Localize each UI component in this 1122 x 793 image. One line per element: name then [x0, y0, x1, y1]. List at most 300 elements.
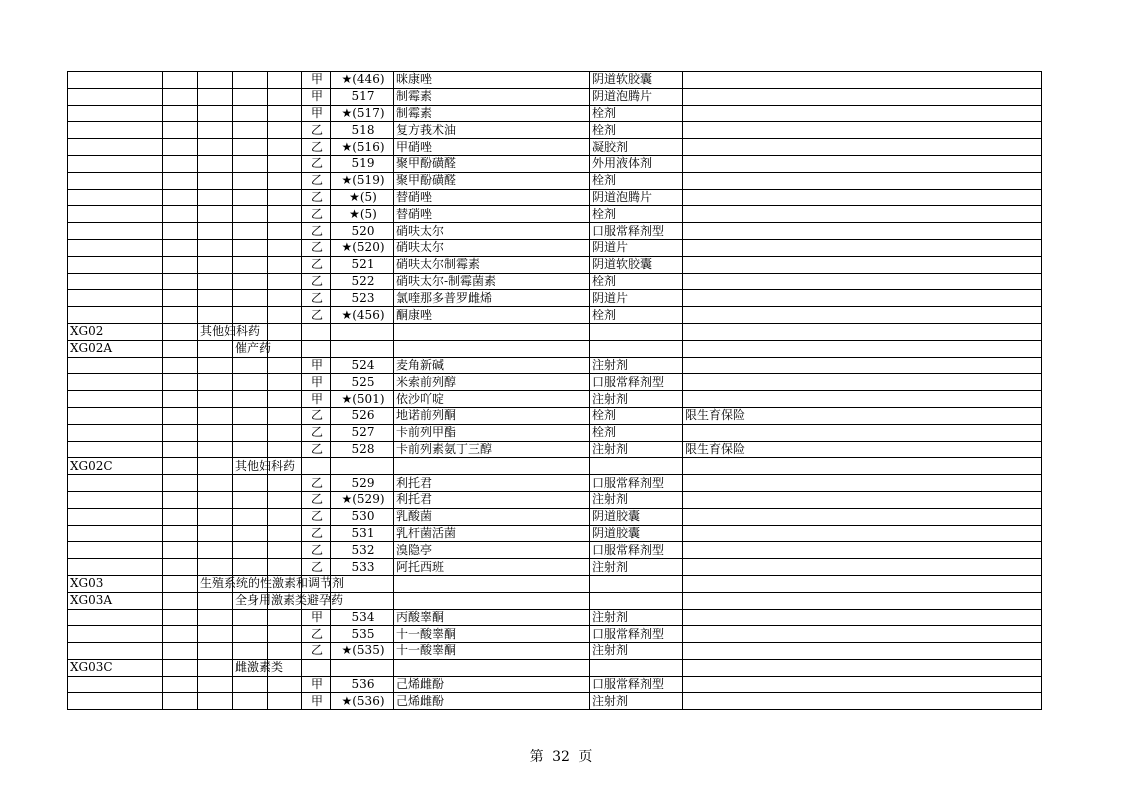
drug-name-cell: 卡前列甲酯: [394, 424, 590, 441]
empty-cell: [198, 374, 233, 391]
remark-cell: [683, 508, 1042, 525]
drug-number-cell: ★(456): [331, 307, 394, 324]
remark-cell: 限生育保险: [683, 441, 1042, 458]
empty-cell: [163, 676, 198, 693]
drug-name-cell: 硝呋太尔制霉素: [394, 256, 590, 273]
dosage-form-cell: 口服常释剂型: [590, 374, 683, 391]
dosage-form-cell: 栓剂: [590, 172, 683, 189]
dosage-form-cell: 阴道泡腾片: [590, 88, 683, 105]
empty-cell: [302, 323, 331, 340]
drug-number-cell: 520: [331, 223, 394, 240]
empty-cell: [268, 424, 302, 441]
drug-row: [68, 559, 1042, 576]
empty-cell: [233, 307, 268, 324]
drug-name-cell: 阿托西班: [394, 559, 590, 576]
drug-number-cell: ★(446): [331, 72, 394, 89]
empty-cell: [163, 256, 198, 273]
drug-name-cell: 聚甲酚磺醛: [394, 172, 590, 189]
empty-cell: [233, 609, 268, 626]
drug-category-cell: 乙: [302, 424, 331, 441]
drug-number-cell: 527: [331, 424, 394, 441]
drug-number-cell: 535: [331, 626, 394, 643]
remark-cell: [683, 643, 1042, 660]
remark-cell: [683, 72, 1042, 89]
drug-category-cell: 乙: [302, 189, 331, 206]
empty-cell: [68, 626, 163, 643]
remark-cell: [683, 172, 1042, 189]
drug-category-cell: 乙: [302, 139, 331, 156]
empty-cell: [68, 475, 163, 492]
drug-number-cell: 518: [331, 122, 394, 139]
empty-cell: [198, 508, 233, 525]
drug-row: [68, 475, 1042, 492]
dosage-form-cell: 栓剂: [590, 424, 683, 441]
drug-row: [68, 643, 1042, 660]
drug-number-cell: 531: [331, 525, 394, 542]
dosage-form-cell: 注射剂: [590, 391, 683, 408]
empty-cell: [163, 239, 198, 256]
dosage-form-cell: 栓剂: [590, 307, 683, 324]
empty-cell: [233, 357, 268, 374]
remark-cell: 限生育保险: [683, 407, 1042, 424]
empty-cell: [198, 155, 233, 172]
drug-row: [68, 172, 1042, 189]
drug-category-cell: 甲: [302, 374, 331, 391]
drug-category-cell: 乙: [302, 290, 331, 307]
dosage-form-cell: 凝胶剂: [590, 139, 683, 156]
page-suffix: 页: [578, 749, 593, 765]
empty-cell: [268, 559, 302, 576]
empty-cell: [68, 391, 163, 408]
empty-cell: [233, 172, 268, 189]
empty-cell: [163, 340, 198, 357]
category-code-cell: XG03A: [68, 592, 163, 609]
drug-category-cell: 乙: [302, 525, 331, 542]
category-row: [68, 340, 1042, 357]
empty-cell: [683, 659, 1042, 676]
drug-name-cell: 硝呋太尔: [394, 223, 590, 240]
empty-cell: [268, 223, 302, 240]
drug-name-cell: 十一酸睾酮: [394, 643, 590, 660]
drug-number-cell: ★(516): [331, 139, 394, 156]
page-number: 32: [552, 749, 570, 765]
empty-cell: [683, 458, 1042, 475]
drug-row: [68, 626, 1042, 643]
drug-number-cell: 528: [331, 441, 394, 458]
dosage-form-cell: 阴道片: [590, 290, 683, 307]
drug-number-cell: 532: [331, 542, 394, 559]
dosage-form-cell: 口服常释剂型: [590, 676, 683, 693]
empty-cell: [233, 508, 268, 525]
dosage-form-cell: 栓剂: [590, 122, 683, 139]
drug-category-cell: 乙: [302, 223, 331, 240]
empty-cell: [163, 72, 198, 89]
empty-cell: [233, 189, 268, 206]
dosage-form-cell: 口服常释剂型: [590, 542, 683, 559]
drug-number-cell: 536: [331, 676, 394, 693]
remark-cell: [683, 475, 1042, 492]
drug-number-cell: 524: [331, 357, 394, 374]
empty-cell: [68, 424, 163, 441]
category-label-cell: 其他妇科药: [233, 458, 268, 475]
remark-cell: [683, 391, 1042, 408]
empty-cell: [233, 88, 268, 105]
drug-category-cell: 乙: [302, 643, 331, 660]
empty-cell: [233, 391, 268, 408]
category-row: [68, 659, 1042, 676]
empty-cell: [68, 122, 163, 139]
dosage-form-cell: 栓剂: [590, 206, 683, 223]
empty-cell: [233, 693, 268, 710]
drug-number-cell: ★(529): [331, 491, 394, 508]
empty-cell: [268, 139, 302, 156]
drug-name-cell: 溴隐亭: [394, 542, 590, 559]
drug-category-cell: 乙: [302, 626, 331, 643]
drug-row: [68, 139, 1042, 156]
empty-cell: [68, 525, 163, 542]
empty-cell: [163, 441, 198, 458]
remark-cell: [683, 609, 1042, 626]
drug-row: [68, 290, 1042, 307]
dosage-form-cell: 口服常释剂型: [590, 626, 683, 643]
empty-cell: [68, 172, 163, 189]
empty-cell: [163, 542, 198, 559]
drug-number-cell: 529: [331, 475, 394, 492]
remark-cell: [683, 256, 1042, 273]
dosage-form-cell: 口服常释剂型: [590, 475, 683, 492]
empty-cell: [198, 491, 233, 508]
empty-cell: [163, 122, 198, 139]
empty-cell: [163, 609, 198, 626]
empty-cell: [233, 491, 268, 508]
drug-list-table: [67, 71, 1042, 710]
drug-category-cell: 甲: [302, 88, 331, 105]
empty-cell: [68, 223, 163, 240]
drug-category-cell: 甲: [302, 391, 331, 408]
empty-cell: [198, 559, 233, 576]
drug-category-cell: 甲: [302, 676, 331, 693]
dosage-form-cell: 阴道片: [590, 239, 683, 256]
empty-cell: [590, 340, 683, 357]
empty-cell: [68, 239, 163, 256]
empty-cell: [268, 407, 302, 424]
empty-cell: [233, 239, 268, 256]
dosage-form-cell: 注射剂: [590, 559, 683, 576]
empty-cell: [268, 323, 302, 340]
empty-cell: [268, 273, 302, 290]
drug-category-cell: 乙: [302, 542, 331, 559]
empty-cell: [163, 592, 198, 609]
empty-cell: [198, 139, 233, 156]
empty-cell: [233, 525, 268, 542]
empty-cell: [198, 676, 233, 693]
drug-list-body: [68, 72, 1042, 710]
drug-number-cell: 519: [331, 155, 394, 172]
remark-cell: [683, 693, 1042, 710]
drug-number-cell: 523: [331, 290, 394, 307]
dosage-form-cell: 口服常释剂型: [590, 223, 683, 240]
empty-cell: [68, 189, 163, 206]
drug-name-cell: 硝呋太尔: [394, 239, 590, 256]
empty-cell: [163, 172, 198, 189]
empty-cell: [198, 659, 233, 676]
empty-cell: [233, 643, 268, 660]
empty-cell: [233, 542, 268, 559]
empty-cell: [198, 273, 233, 290]
dosage-form-cell: 注射剂: [590, 693, 683, 710]
drug-row: [68, 256, 1042, 273]
empty-cell: [268, 290, 302, 307]
empty-cell: [163, 575, 198, 592]
empty-cell: [268, 172, 302, 189]
empty-cell: [163, 357, 198, 374]
remark-cell: [683, 206, 1042, 223]
empty-cell: [331, 458, 394, 475]
drug-row: [68, 105, 1042, 122]
drug-number-cell: ★(536): [331, 693, 394, 710]
empty-cell: [590, 323, 683, 340]
drug-number-cell: ★(519): [331, 172, 394, 189]
dosage-form-cell: 阴道软胶囊: [590, 256, 683, 273]
category-code-cell: XG03C: [68, 659, 163, 676]
drug-name-cell: 丙酸睾酮: [394, 609, 590, 626]
drug-number-cell: 530: [331, 508, 394, 525]
empty-cell: [163, 407, 198, 424]
dosage-form-cell: 栓剂: [590, 407, 683, 424]
drug-name-cell: 咪康唑: [394, 72, 590, 89]
empty-cell: [233, 139, 268, 156]
remark-cell: [683, 307, 1042, 324]
empty-cell: [268, 609, 302, 626]
empty-cell: [68, 72, 163, 89]
empty-cell: [163, 659, 198, 676]
empty-cell: [68, 643, 163, 660]
empty-cell: [268, 239, 302, 256]
dosage-form-cell: 阴道胶囊: [590, 508, 683, 525]
empty-cell: [198, 307, 233, 324]
empty-cell: [198, 475, 233, 492]
empty-cell: [198, 407, 233, 424]
empty-cell: [163, 458, 198, 475]
empty-cell: [394, 592, 590, 609]
drug-category-cell: 甲: [302, 609, 331, 626]
dosage-form-cell: 注射剂: [590, 357, 683, 374]
empty-cell: [198, 525, 233, 542]
empty-cell: [268, 643, 302, 660]
drug-category-cell: 乙: [302, 256, 331, 273]
drug-category-cell: 乙: [302, 122, 331, 139]
drug-name-cell: 麦角新碱: [394, 357, 590, 374]
dosage-form-cell: 外用液体剂: [590, 155, 683, 172]
empty-cell: [233, 223, 268, 240]
drug-name-cell: 乳酸菌: [394, 508, 590, 525]
drug-number-cell: ★(501): [331, 391, 394, 408]
dosage-form-cell: 注射剂: [590, 491, 683, 508]
drug-number-cell: 525: [331, 374, 394, 391]
remark-cell: [683, 424, 1042, 441]
empty-cell: [68, 676, 163, 693]
empty-cell: [268, 340, 302, 357]
empty-cell: [268, 693, 302, 710]
drug-number-cell: 521: [331, 256, 394, 273]
empty-cell: [233, 475, 268, 492]
drug-row: [68, 374, 1042, 391]
drug-row: [68, 441, 1042, 458]
drug-name-cell: 乳杆菌活菌: [394, 525, 590, 542]
drug-name-cell: 依沙吖啶: [394, 391, 590, 408]
drug-row: [68, 223, 1042, 240]
empty-cell: [198, 189, 233, 206]
category-label-cell: 全身用激素类避孕药: [233, 592, 268, 609]
empty-cell: [394, 458, 590, 475]
empty-cell: [233, 273, 268, 290]
empty-cell: [68, 139, 163, 156]
drug-row: [68, 72, 1042, 89]
drug-name-cell: 制霉素: [394, 105, 590, 122]
empty-cell: [163, 323, 198, 340]
category-row: [68, 575, 1042, 592]
drug-number-cell: 517: [331, 88, 394, 105]
empty-cell: [198, 626, 233, 643]
drug-number-cell: ★(5): [331, 189, 394, 206]
empty-cell: [68, 155, 163, 172]
empty-cell: [268, 206, 302, 223]
remark-cell: [683, 374, 1042, 391]
empty-cell: [198, 357, 233, 374]
empty-cell: [163, 525, 198, 542]
empty-cell: [198, 458, 233, 475]
empty-cell: [302, 340, 331, 357]
drug-row: [68, 122, 1042, 139]
remark-cell: [683, 223, 1042, 240]
drug-name-cell: 复方莪术油: [394, 122, 590, 139]
empty-cell: [233, 407, 268, 424]
drug-name-cell: 替硝唑: [394, 189, 590, 206]
drug-category-cell: 乙: [302, 206, 331, 223]
category-row: [68, 323, 1042, 340]
drug-row: [68, 542, 1042, 559]
empty-cell: [163, 643, 198, 660]
empty-cell: [233, 559, 268, 576]
empty-cell: [198, 542, 233, 559]
empty-cell: [163, 559, 198, 576]
empty-cell: [233, 155, 268, 172]
drug-category-cell: 甲: [302, 357, 331, 374]
remark-cell: [683, 542, 1042, 559]
empty-cell: [68, 693, 163, 710]
drug-category-cell: 乙: [302, 441, 331, 458]
remark-cell: [683, 491, 1042, 508]
remark-cell: [683, 559, 1042, 576]
empty-cell: [163, 475, 198, 492]
empty-cell: [302, 458, 331, 475]
remark-cell: [683, 626, 1042, 643]
empty-cell: [68, 290, 163, 307]
empty-cell: [198, 206, 233, 223]
empty-cell: [163, 424, 198, 441]
remark-cell: [683, 122, 1042, 139]
empty-cell: [163, 693, 198, 710]
empty-cell: [233, 441, 268, 458]
drug-category-cell: 乙: [302, 155, 331, 172]
category-label-cell: 其他妇科药: [198, 323, 233, 340]
drug-row: [68, 391, 1042, 408]
drug-number-cell: ★(517): [331, 105, 394, 122]
category-label-cell: 雌激素类: [233, 659, 268, 676]
empty-cell: [331, 340, 394, 357]
remark-cell: [683, 88, 1042, 105]
empty-cell: [68, 491, 163, 508]
drug-row: [68, 609, 1042, 626]
empty-cell: [68, 273, 163, 290]
category-label-cell: 生殖系统的性激素和调节剂: [198, 575, 233, 592]
drug-number-cell: ★(5): [331, 206, 394, 223]
empty-cell: [268, 72, 302, 89]
remark-cell: [683, 273, 1042, 290]
drug-name-cell: 己烯雌酚: [394, 693, 590, 710]
remark-cell: [683, 357, 1042, 374]
empty-cell: [590, 575, 683, 592]
dosage-form-cell: 注射剂: [590, 643, 683, 660]
empty-cell: [163, 508, 198, 525]
remark-cell: [683, 105, 1042, 122]
drug-name-cell: 米索前列醇: [394, 374, 590, 391]
empty-cell: [394, 575, 590, 592]
drug-row: [68, 676, 1042, 693]
dosage-form-cell: 注射剂: [590, 441, 683, 458]
drug-row: [68, 407, 1042, 424]
empty-cell: [268, 391, 302, 408]
empty-cell: [68, 374, 163, 391]
empty-cell: [268, 491, 302, 508]
empty-cell: [163, 88, 198, 105]
empty-cell: [683, 575, 1042, 592]
drug-category-cell: 乙: [302, 559, 331, 576]
empty-cell: [233, 290, 268, 307]
drug-row: [68, 693, 1042, 710]
remark-cell: [683, 290, 1042, 307]
empty-cell: [394, 323, 590, 340]
empty-cell: [198, 256, 233, 273]
empty-cell: [590, 592, 683, 609]
empty-cell: [68, 441, 163, 458]
empty-cell: [198, 693, 233, 710]
empty-cell: [198, 105, 233, 122]
dosage-form-cell: 栓剂: [590, 105, 683, 122]
empty-cell: [198, 609, 233, 626]
empty-cell: [233, 206, 268, 223]
drug-category-cell: 乙: [302, 239, 331, 256]
empty-cell: [233, 676, 268, 693]
remark-cell: [683, 189, 1042, 206]
remark-cell: [683, 239, 1042, 256]
empty-cell: [163, 307, 198, 324]
drug-name-cell: 利托君: [394, 475, 590, 492]
drug-category-cell: 乙: [302, 407, 331, 424]
empty-cell: [198, 592, 233, 609]
empty-cell: [163, 626, 198, 643]
empty-cell: [268, 155, 302, 172]
empty-cell: [198, 424, 233, 441]
drug-number-cell: 526: [331, 407, 394, 424]
drug-number-cell: ★(535): [331, 643, 394, 660]
empty-cell: [233, 424, 268, 441]
empty-cell: [198, 122, 233, 139]
drug-name-cell: 十一酸睾酮: [394, 626, 590, 643]
drug-number-cell: 533: [331, 559, 394, 576]
empty-cell: [268, 189, 302, 206]
category-label-cell: 催产药: [233, 340, 268, 357]
